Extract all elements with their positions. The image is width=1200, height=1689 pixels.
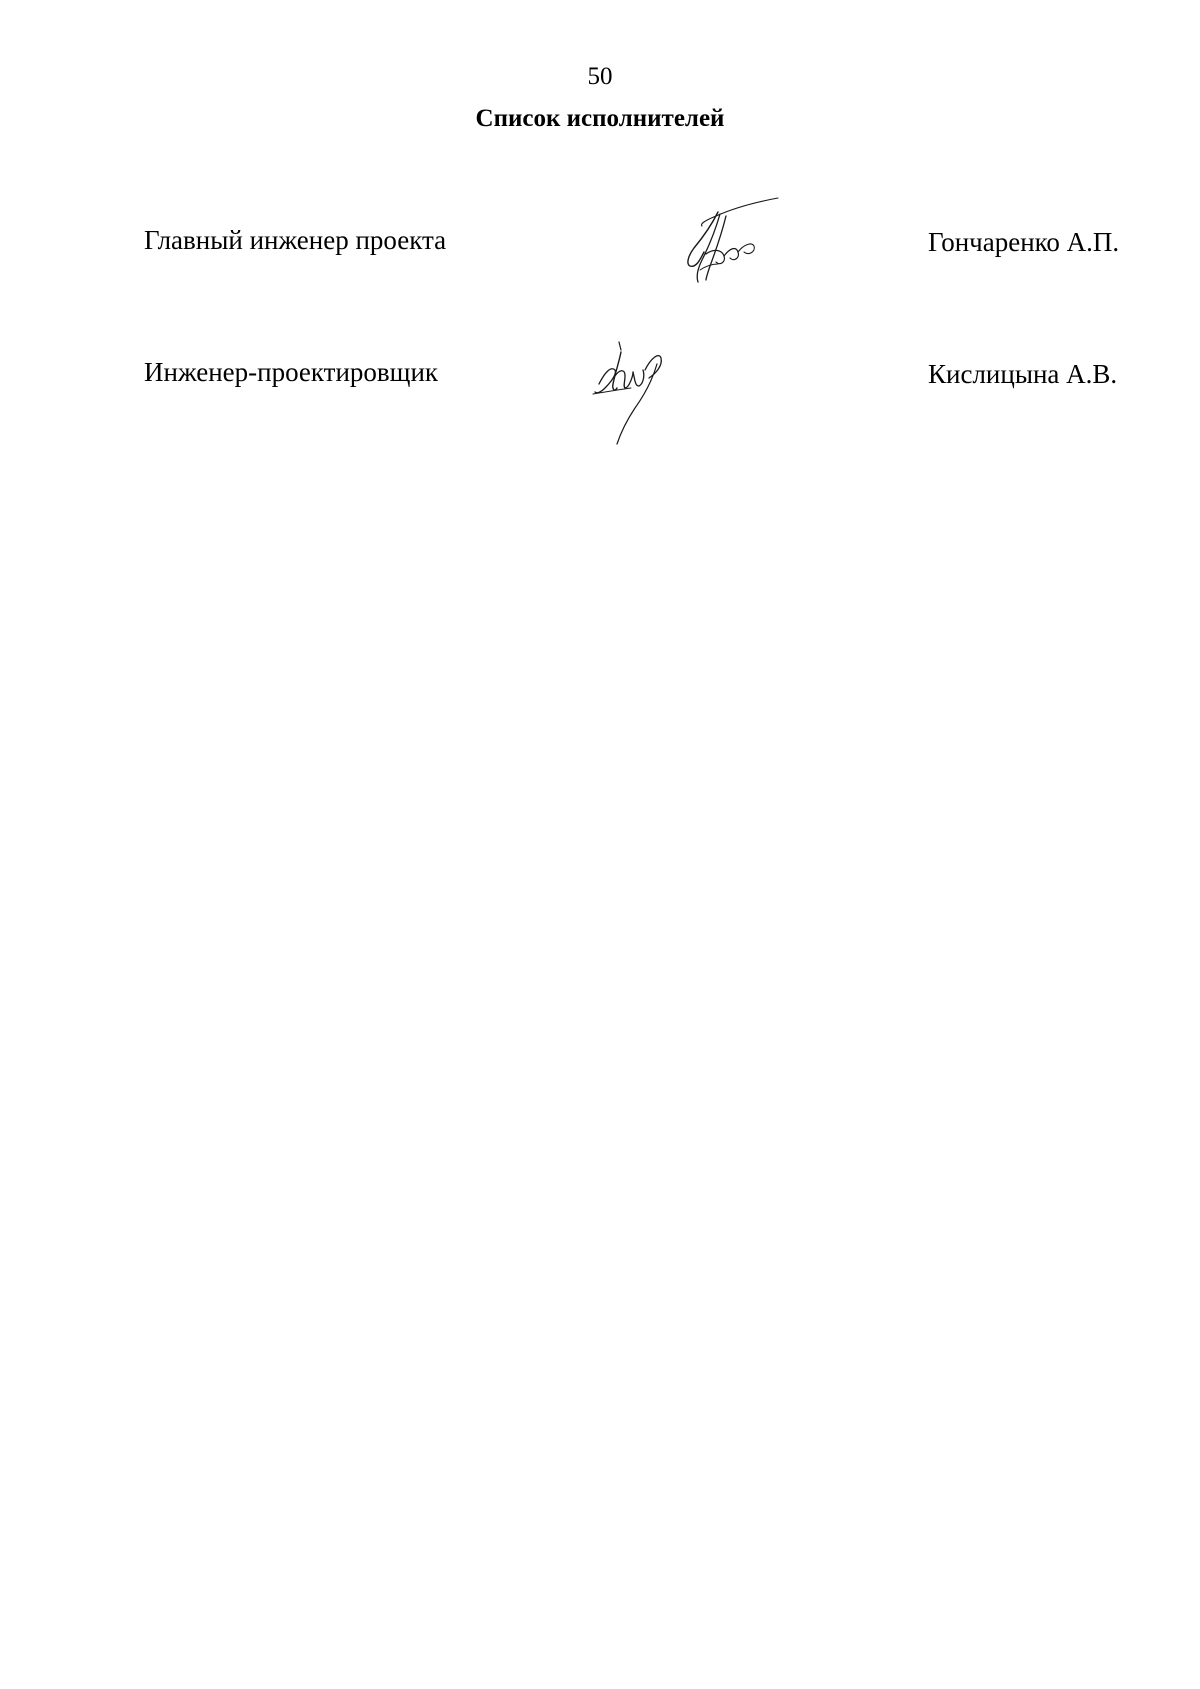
document-title: Список исполнителей	[475, 105, 725, 132]
page-number: 50	[587, 63, 613, 90]
performer-position: Инженер-проектировщик	[144, 357, 439, 387]
performer-name: Гончаренко А.П.	[928, 227, 1120, 257]
performer-row	[0, 190, 1200, 330]
performer-row	[0, 330, 1200, 470]
performer-position: Главный инженер проекта	[144, 225, 447, 255]
signature-image	[660, 190, 780, 300]
performer-name: Кислицына А.В.	[928, 359, 1118, 389]
signature-image	[585, 336, 675, 456]
